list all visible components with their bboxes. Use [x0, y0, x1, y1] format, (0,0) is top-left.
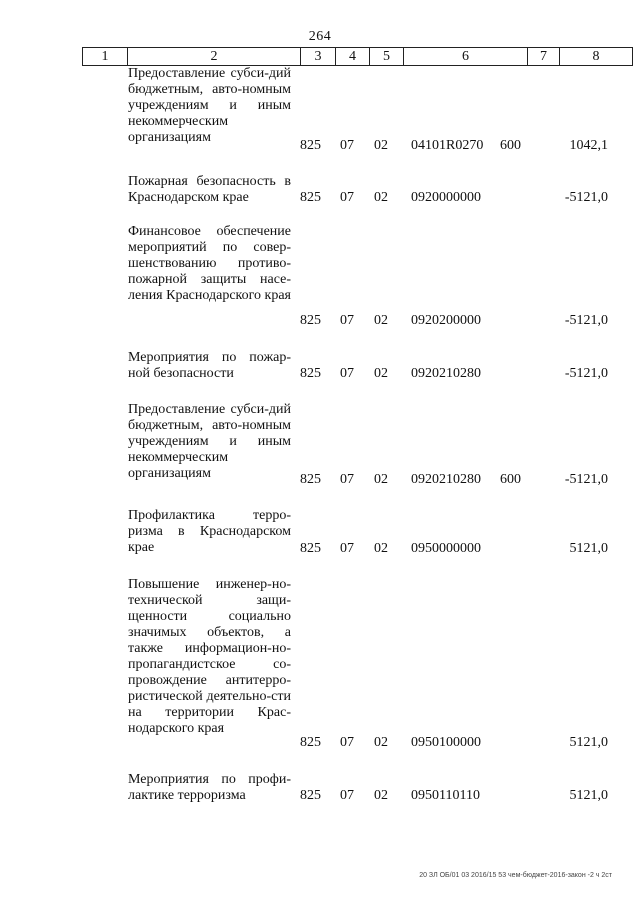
row-description: Предоставление субси-дий бюджетным, авто-номным учреждениям и иным некоммерческим организациям: [128, 66, 291, 145]
cell-col-8: -5121,0: [564, 472, 608, 487]
header-col-6: 6: [404, 48, 528, 66]
cell-col-3: 825: [300, 735, 321, 750]
row-description: Профилактика терро-ризма в Краснодарском крае: [128, 508, 291, 555]
cell-col-4: 07: [340, 472, 354, 487]
header-col-4: 4: [336, 48, 370, 66]
row-description: Мероприятия по пожар-ной безопасности: [128, 350, 291, 381]
cell-col-6: 0920200000: [411, 313, 481, 328]
header-col-7: 7: [528, 48, 560, 66]
cell-col-4: 07: [340, 190, 354, 205]
cell-col-6: 0950100000: [411, 735, 481, 750]
cell-col-5: 02: [374, 190, 388, 205]
cell-col-8: -5121,0: [564, 190, 608, 205]
column-header-table: [82, 47, 633, 66]
header-col-8: 8: [560, 48, 633, 66]
footer-file-stamp: 20 ЗЛ ОБ/01 03 2016/15 53 чем-бюджет-2016-закон -2 ч 2ст: [419, 872, 612, 879]
cell-col-8: 5121,0: [569, 541, 608, 556]
cell-col-3: 825: [300, 541, 321, 556]
cell-col-6: 0920210280: [411, 472, 481, 487]
cell-col-5: 02: [374, 366, 388, 381]
cell-col-4: 07: [340, 788, 354, 803]
cell-col-4: 07: [340, 313, 354, 328]
cell-col-8: 1042,1: [569, 138, 608, 153]
cell-col-6: 04101R0270: [411, 138, 484, 153]
cell-col-4: 07: [340, 541, 354, 556]
header-col-5: 5: [370, 48, 404, 66]
row-description: Мероприятия по профи-лактике терроризма: [128, 772, 291, 803]
cell-col-8: 5121,0: [569, 735, 608, 750]
row-description: Пожарная безопасность в Краснодарском крае: [128, 174, 291, 205]
cell-col-5: 02: [374, 138, 388, 153]
cell-col-4: 07: [340, 366, 354, 381]
cell-col-4: 07: [340, 735, 354, 750]
cell-col-6: 0920000000: [411, 190, 481, 205]
cell-col-8: -5121,0: [564, 313, 608, 328]
page-number: 264: [308, 29, 332, 44]
cell-col-6: 0950000000: [411, 541, 481, 556]
header-col-2: 2: [128, 48, 301, 66]
cell-col-5: 02: [374, 735, 388, 750]
cell-col-5: 02: [374, 313, 388, 328]
cell-col-5: 02: [374, 472, 388, 487]
header-col-1: 1: [83, 48, 128, 66]
cell-col-4: 07: [340, 138, 354, 153]
row-description: Предоставление субси-дий бюджетным, авто-номным учреждениям и иным некоммерческим организациям: [128, 402, 291, 481]
cell-col-3: 825: [300, 472, 321, 487]
cell-col-6: 0950110110: [411, 788, 480, 803]
cell-col-3: 825: [300, 190, 321, 205]
cell-col-3: 825: [300, 138, 321, 153]
cell-col-3: 825: [300, 366, 321, 381]
cell-col-5: 02: [374, 788, 388, 803]
header-col-3: 3: [301, 48, 336, 66]
cell-col-5: 02: [374, 541, 388, 556]
cell-col-8: 5121,0: [569, 788, 608, 803]
cell-col-3: 825: [300, 313, 321, 328]
cell-col-7: 600: [500, 472, 521, 487]
cell-col-3: 825: [300, 788, 321, 803]
cell-col-8: -5121,0: [564, 366, 608, 381]
row-description: Повышение инженер-но-технической защи-щенности социально значимых объектов, а также информацион-но-пропагандистское со-провождение антитерро-ристической деятельно-сти на территории Крас-нодарского края: [128, 577, 291, 736]
cell-col-7: 600: [500, 138, 521, 153]
cell-col-6: 0920210280: [411, 366, 481, 381]
row-description: Финансовое обеспечение мероприятий по совер-шенствованию противо-пожарной защиты насе-ления Краснодарского края: [128, 224, 291, 303]
